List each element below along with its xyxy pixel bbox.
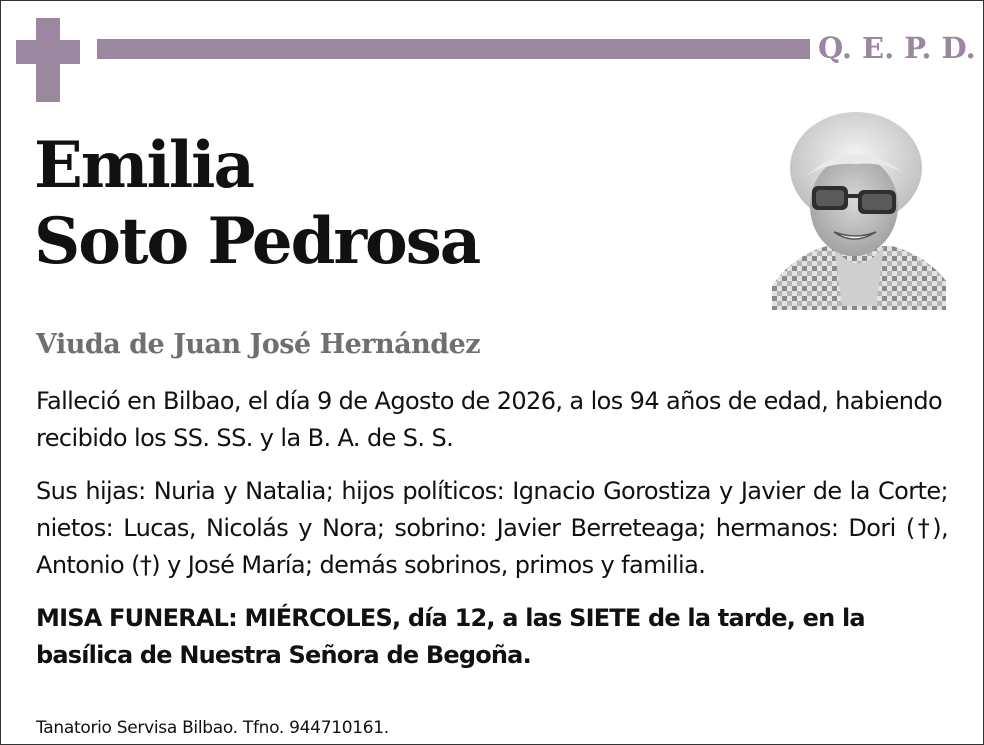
header-rule [97, 39, 810, 59]
funeral-home-info: Tanatorio Servisa Bilbao. Tfno. 944710161. [36, 718, 389, 738]
first-name: Emilia [34, 128, 253, 203]
surnames: Soto Pedrosa [34, 204, 480, 279]
family-list: Sus hijas: Nuria y Natalia; hijos políticos: Ignacio Gorostiza y Javier de la Corte; nietos: Lucas, Nicolás y Nora; sobrino: Javier Berreteaga; hermanos: Dori (†), Antonio (†) y José María; demás sobrinos, primos y familia. [36, 477, 948, 579]
portrait-photo [772, 106, 946, 310]
qepd-label: Q. E. P. D. [818, 31, 976, 65]
widow-line: Viuda de Juan José Hernández [36, 329, 481, 360]
death-notice: Falleció en Bilbao, el día 9 de Agosto de 2026, a los 94 años de edad, habiendo recibido los SS. SS. y la B. A. de S. S. [36, 387, 943, 452]
funeral-mass: MISA FUNERAL: MIÉRCOLES, día 12, a las SIETE de la tarde, en la basílica de Nuestra Señora de Begoña. [36, 604, 865, 669]
deceased-name [34, 128, 479, 280]
